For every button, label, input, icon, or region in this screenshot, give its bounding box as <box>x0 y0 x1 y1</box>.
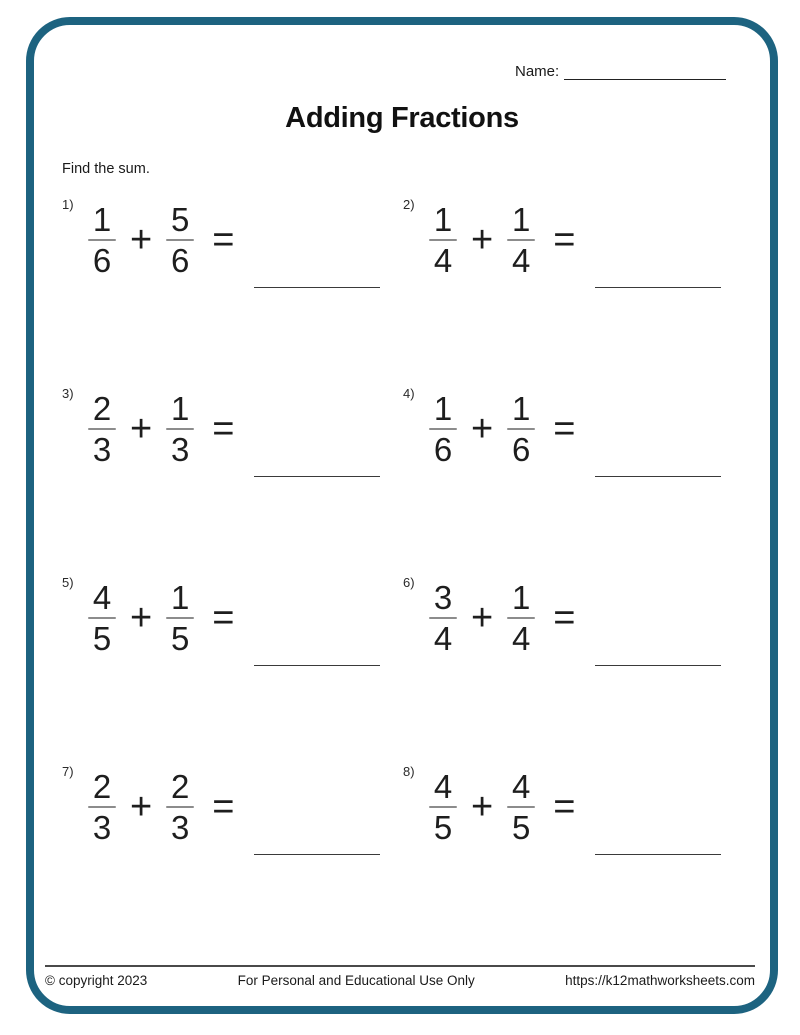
plus-sign: + <box>130 408 153 450</box>
denominator: 5 <box>433 809 453 846</box>
fraction-bar <box>429 239 457 241</box>
answer-blank[interactable] <box>595 476 721 477</box>
denominator: 6 <box>171 242 190 279</box>
fraction-bar <box>507 428 535 430</box>
problem-number: 2) <box>403 197 415 212</box>
equals-sign: = <box>553 219 576 261</box>
fraction-1 <box>429 580 457 656</box>
fraction-2 <box>507 391 535 467</box>
problem-number: 1) <box>62 197 74 212</box>
numerator: 1 <box>512 390 531 427</box>
plus-sign: + <box>130 219 153 261</box>
fraction-bar <box>166 617 194 619</box>
denominator: 3 <box>171 809 190 846</box>
equals-sign: = <box>212 408 235 450</box>
equals-sign: = <box>212 219 235 261</box>
page-title: Adding Fractions <box>285 102 519 134</box>
equation <box>62 194 403 278</box>
fraction-1 <box>429 202 457 278</box>
problem-number: 5) <box>62 575 74 590</box>
fraction-bar <box>88 617 116 619</box>
equation <box>403 761 744 845</box>
numerator: 5 <box>171 201 190 238</box>
numerator: 1 <box>433 201 453 238</box>
fraction-2 <box>166 769 194 845</box>
fraction-2 <box>507 580 535 656</box>
numerator: 3 <box>433 579 453 616</box>
numerator: 1 <box>512 579 531 616</box>
plus-sign: + <box>471 408 494 450</box>
fraction-bar <box>507 617 535 619</box>
name-label: Name: <box>515 63 560 80</box>
denominator: 6 <box>512 431 531 468</box>
equation <box>403 194 744 278</box>
equals-sign: = <box>212 786 235 828</box>
name-row <box>515 63 726 80</box>
denominator: 5 <box>512 809 531 846</box>
fraction-2 <box>166 202 194 278</box>
fraction-bar <box>88 239 116 241</box>
equation <box>62 383 403 467</box>
denominator: 6 <box>433 431 453 468</box>
numerator: 1 <box>512 201 531 238</box>
answer-blank[interactable] <box>254 476 380 477</box>
problem-8 <box>403 761 744 950</box>
problem-number: 3) <box>62 386 74 401</box>
equals-sign: = <box>553 786 576 828</box>
numerator: 4 <box>512 768 531 805</box>
denominator: 4 <box>433 242 453 279</box>
fraction-1 <box>88 202 116 278</box>
instruction-text: Find the sum. <box>62 161 150 177</box>
denominator: 4 <box>512 620 531 657</box>
equals-sign: = <box>553 597 576 639</box>
equation <box>403 383 744 467</box>
fraction-1 <box>88 391 116 467</box>
fraction-bar <box>166 806 194 808</box>
numerator: 1 <box>171 390 190 427</box>
problem-5 <box>62 572 403 761</box>
answer-blank[interactable] <box>254 665 380 666</box>
fraction-1 <box>429 769 457 845</box>
plus-sign: + <box>130 786 153 828</box>
equation <box>403 572 744 656</box>
fraction-bar <box>429 806 457 808</box>
fraction-bar <box>88 428 116 430</box>
footer-copyright: © copyright 2023 <box>45 973 148 988</box>
problem-4 <box>403 383 744 572</box>
denominator: 6 <box>92 242 112 279</box>
plus-sign: + <box>471 219 494 261</box>
footer-usage-note: For Personal and Educational Use Only <box>237 973 475 988</box>
fraction-2 <box>166 580 194 656</box>
fraction-bar <box>88 806 116 808</box>
denominator: 4 <box>433 620 453 657</box>
problem-3 <box>62 383 403 572</box>
fraction-bar <box>166 428 194 430</box>
fraction-bar <box>429 428 457 430</box>
fraction-bar <box>507 239 535 241</box>
problems-grid <box>62 194 746 950</box>
numerator: 1 <box>171 579 190 616</box>
problem-2 <box>403 194 744 383</box>
plus-sign: + <box>130 597 153 639</box>
problem-number: 6) <box>403 575 415 590</box>
problem-number: 7) <box>62 764 74 779</box>
problem-number: 4) <box>403 386 415 401</box>
numerator: 2 <box>92 390 112 427</box>
numerator: 2 <box>92 768 112 805</box>
answer-blank[interactable] <box>595 854 721 855</box>
numerator: 4 <box>433 768 453 805</box>
fraction-1 <box>429 391 457 467</box>
fraction-1 <box>88 769 116 845</box>
denominator: 4 <box>512 242 531 279</box>
fraction-2 <box>507 769 535 845</box>
fraction-1 <box>88 580 116 656</box>
answer-blank[interactable] <box>595 287 721 288</box>
problem-7 <box>62 761 403 950</box>
denominator: 3 <box>92 809 112 846</box>
fraction-bar <box>429 617 457 619</box>
problem-6 <box>403 572 744 761</box>
plus-sign: + <box>471 786 494 828</box>
footer-website-link[interactable]: https://k12mathworksheets.com <box>565 973 755 988</box>
fraction-2 <box>507 202 535 278</box>
numerator: 1 <box>92 201 112 238</box>
problem-number: 8) <box>403 764 415 779</box>
answer-blank[interactable] <box>254 287 380 288</box>
numerator: 1 <box>433 390 453 427</box>
footer-divider <box>45 965 755 967</box>
plus-sign: + <box>471 597 494 639</box>
denominator: 5 <box>92 620 112 657</box>
fraction-bar <box>507 806 535 808</box>
denominator: 3 <box>92 431 112 468</box>
footer <box>45 973 755 988</box>
numerator: 2 <box>171 768 190 805</box>
equals-sign: = <box>553 408 576 450</box>
equation <box>62 761 403 845</box>
equals-sign: = <box>212 597 235 639</box>
name-blank[interactable] <box>564 63 726 80</box>
equation <box>62 572 403 656</box>
fraction-bar <box>166 239 194 241</box>
problem-1 <box>62 194 403 383</box>
answer-blank[interactable] <box>595 665 721 666</box>
denominator: 3 <box>171 431 190 468</box>
answer-blank[interactable] <box>254 854 380 855</box>
denominator: 5 <box>171 620 190 657</box>
numerator: 4 <box>92 579 112 616</box>
fraction-2 <box>166 391 194 467</box>
